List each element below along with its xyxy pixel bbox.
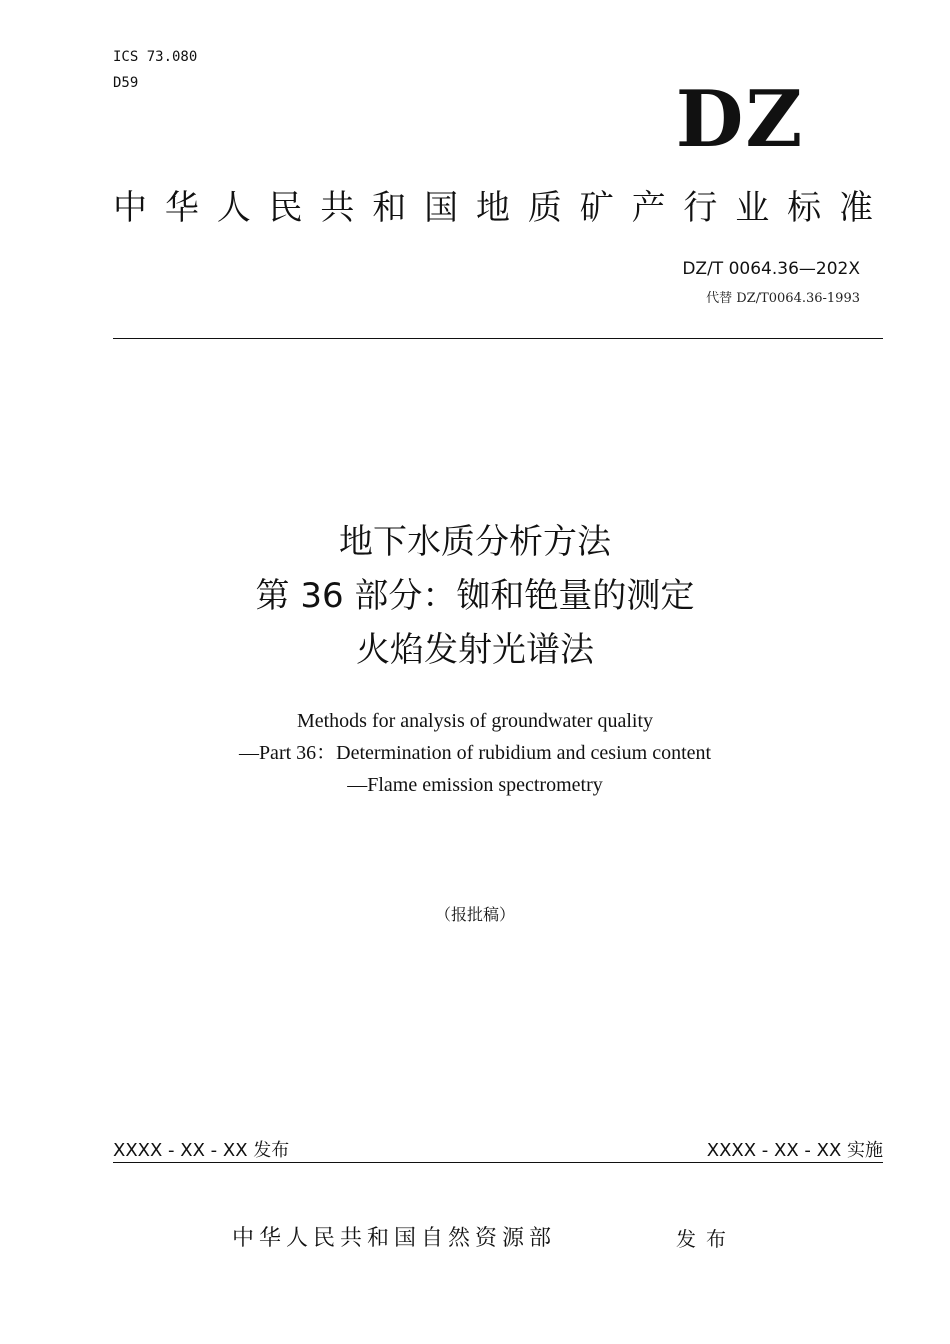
- title-zh-line-3: 火焰发射光谱法: [356, 630, 594, 670]
- issue-label: 发布: [676, 1227, 736, 1251]
- draft-status: （报批稿）: [434, 905, 515, 924]
- title-zh-line-1: 地下水质分析方法: [339, 522, 611, 562]
- standard-category: 中华人民共和国地质矿产行业标准: [113, 188, 873, 228]
- title-zh-line-2: 第 36 部分：铷和铯量的测定: [255, 576, 695, 616]
- title-en-line-3: —Flame emission spectrometry: [347, 774, 603, 796]
- publish-date: XXXX - XX - XX 发布: [113, 1140, 290, 1161]
- classification-code: D59: [113, 75, 139, 91]
- dz-logo: DZ: [675, 74, 805, 165]
- issuer: 中华人民共和国自然资源部: [232, 1226, 557, 1251]
- header-divider: [113, 338, 883, 339]
- title-en-line-1: Methods for analysis of groundwater quality: [296, 710, 654, 732]
- ics-code: ICS 73.080: [113, 49, 198, 65]
- footer-divider: [113, 1162, 883, 1163]
- implement-date: XXXX - XX - XX 实施: [706, 1140, 883, 1161]
- standard-number: DZ/T 0064.36—202X: [682, 259, 860, 279]
- title-en-line-2: —Part 36：Determination of rubidium and cesium content: [238, 742, 712, 764]
- replaces-standard: 代替 DZ/T0064.36-1993: [706, 291, 860, 306]
